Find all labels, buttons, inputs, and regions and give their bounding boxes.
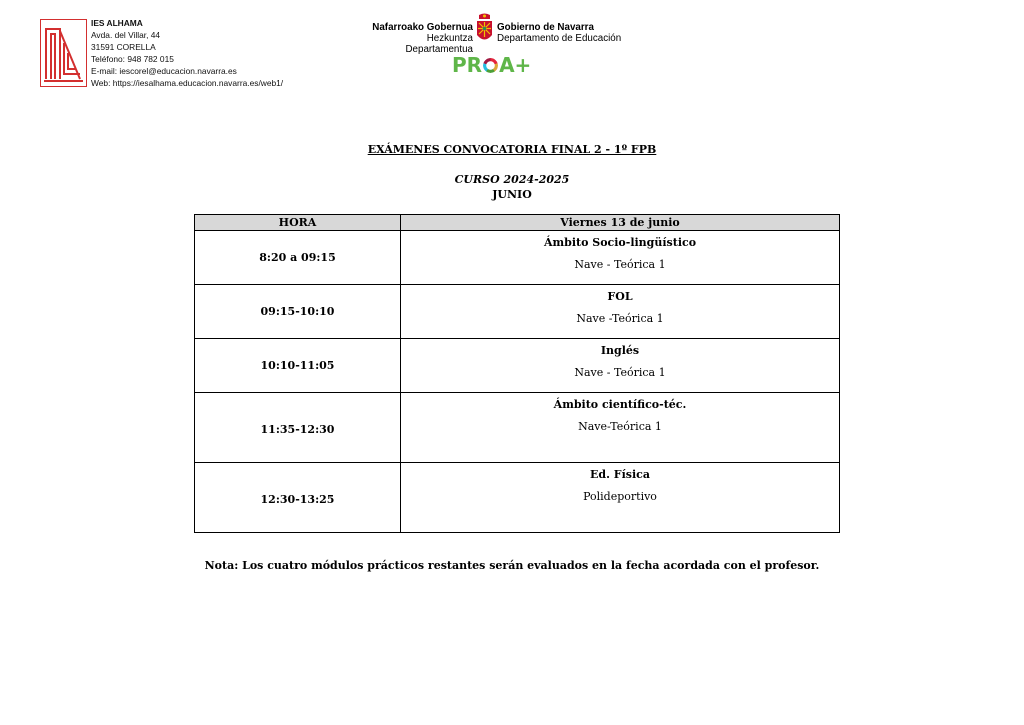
- proa-plus-logo: [452, 53, 531, 77]
- header-hora: HORA: [195, 215, 401, 231]
- gov-basque-line1: Nafarroako Gobernua: [372, 22, 473, 33]
- school-logo: [40, 19, 87, 87]
- proa-prefix: PR: [452, 53, 483, 77]
- course-year: CURSO 2024-2025: [454, 173, 570, 186]
- school-name: IES ALHAMA: [91, 18, 143, 28]
- table-row: [195, 231, 840, 285]
- government-header: [369, 13, 629, 55]
- subject-name: Ámbito científico-téc.: [553, 398, 687, 411]
- exam-schedule-table: [194, 214, 840, 533]
- table-row: [195, 463, 840, 533]
- exam-cell: [401, 393, 840, 463]
- header-day: Viernes 13 de junio: [401, 215, 840, 231]
- table-row: [195, 285, 840, 339]
- school-contact-info: [91, 17, 331, 89]
- footnote: Nota: Los cuatro módulos prácticos restantes serán evaluados en la fecha acordada con el profesor.: [204, 559, 820, 572]
- proa-suffix: A+: [499, 53, 532, 77]
- time-cell: 11:35-12:30: [195, 393, 401, 463]
- month-label: JUNIO: [492, 188, 532, 201]
- school-email: E-mail: iescorel@educacion.navarra.es: [91, 66, 237, 76]
- time-cell: 09:15-10:10: [195, 285, 401, 339]
- room-name: Nave-Teórica 1: [578, 420, 662, 433]
- exam-cell: [401, 339, 840, 393]
- government-spanish-text: [497, 22, 637, 44]
- exam-cell: [401, 231, 840, 285]
- exam-cell: [401, 463, 840, 533]
- time-cell: 8:20 a 09:15: [195, 231, 401, 285]
- table-header-row: [195, 215, 840, 231]
- school-address: Avda. del Villar, 44: [91, 30, 161, 40]
- document-title: EXÁMENES CONVOCATORIA FINAL 2 - 1º FPB: [367, 143, 657, 156]
- government-basque-text: [369, 22, 473, 55]
- subject-name: Inglés: [600, 344, 640, 357]
- subject-name: FOL: [607, 290, 633, 303]
- proa-ring-icon: [483, 58, 498, 73]
- gov-spanish-line1: Gobierno de Navarra: [497, 22, 594, 33]
- subject-name: Ed. Física: [590, 468, 650, 481]
- time-cell: 10:10-11:05: [195, 339, 401, 393]
- gov-basque-line2: Hezkuntza Departamentua: [405, 33, 473, 55]
- school-postal: 31591 CORELLA: [91, 42, 156, 52]
- room-name: Nave - Teórica 1: [574, 258, 666, 271]
- table-row: [195, 339, 840, 393]
- room-name: Nave -Teórica 1: [576, 312, 664, 325]
- table-row: [195, 393, 840, 463]
- school-web: Web: https://iesalhama.educacion.navarra.es/web1/: [91, 78, 284, 88]
- gov-spanish-line2: Departamento de Educación: [497, 33, 622, 44]
- subject-name: Ámbito Socio-lingüístico: [543, 236, 697, 249]
- exam-cell: [401, 285, 840, 339]
- school-phone: Teléfono: 948 782 015: [91, 54, 174, 64]
- room-name: Polideportivo: [583, 490, 657, 503]
- time-cell: 12:30-13:25: [195, 463, 401, 533]
- room-name: Nave - Teórica 1: [574, 366, 666, 379]
- navarra-shield-icon: [476, 13, 493, 45]
